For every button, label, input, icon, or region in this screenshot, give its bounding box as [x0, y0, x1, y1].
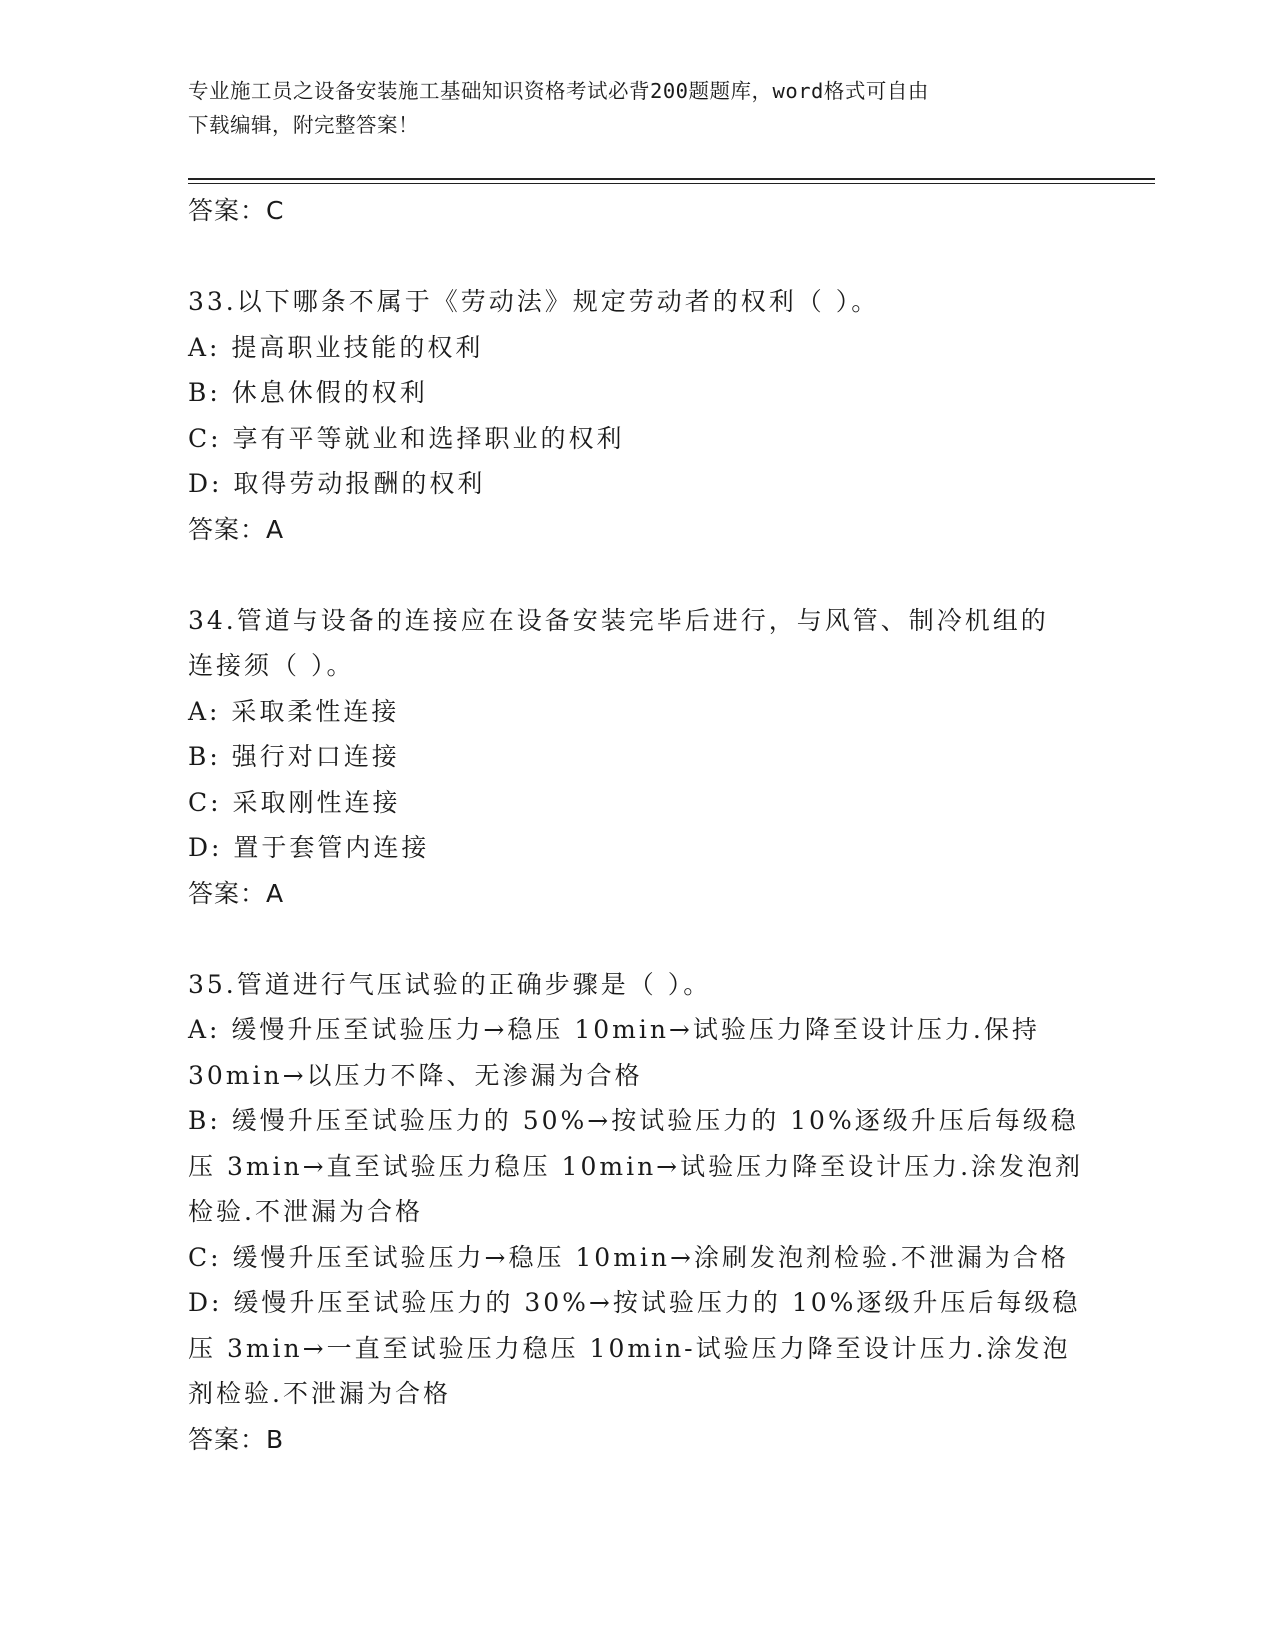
previous-answer: 答案：C	[188, 196, 285, 225]
header-line-2: 下载编辑，附完整答案！	[188, 113, 419, 137]
option-b-line-2: 压 3min→直至试验压力稳压 10min→试验压力降至设计压力.涂发泡剂	[188, 1151, 1084, 1181]
option-a-line-1: A: 缓慢升压至试验压力→稳压 10min→试验压力降至设计压力.保持	[188, 1015, 1040, 1044]
option-c: C: 采取刚性连接	[188, 787, 401, 817]
question-list	[188, 188, 1088, 1462]
spacer	[188, 552, 1088, 598]
option-a: A: 提高职业技能的权利	[188, 332, 484, 362]
question-stem-line-2: 连接须（ ）。	[188, 651, 355, 680]
page-header	[188, 74, 1068, 142]
spacer	[188, 916, 1088, 962]
option-c: C: 享有平等就业和选择职业的权利	[188, 423, 625, 453]
option-a: A: 采取柔性连接	[188, 696, 400, 726]
question-stem: 33.以下哪条不属于《劳动法》规定劳动者的权利（ ）。	[188, 287, 880, 316]
option-b: B: 强行对口连接	[188, 742, 400, 771]
question-stem: 35.管道进行气压试验的正确步骤是（ ）。	[188, 969, 712, 999]
option-b: B: 休息休假的权利	[188, 378, 428, 407]
header-rule-thin	[188, 183, 1155, 184]
header-rule-thick	[188, 178, 1155, 180]
header-line-1: 专业施工员之设备安装施工基础知识资格考试必背200题题库，word格式可自由	[188, 79, 929, 103]
answer: 答案：B	[188, 1424, 285, 1454]
option-a-line-2: 30min→以压力不降、无渗漏为合格	[188, 1060, 643, 1090]
option-d: D: 取得劳动报酬的权利	[188, 469, 486, 498]
option-d-line-3: 剂检验.不泄漏为合格	[188, 1379, 451, 1408]
question-stem-line-1: 34.管道与设备的连接应在设备安装完毕后进行，与风管、制冷机组的	[188, 605, 1049, 635]
option-b-line-1: B: 缓慢升压至试验压力的 50%→按试验压力的 10%逐级升压后每级稳	[188, 1106, 1079, 1135]
question-35	[188, 962, 1088, 1463]
question-33	[188, 279, 1088, 552]
option-d: D: 置于套管内连接	[188, 833, 430, 862]
option-c: C: 缓慢升压至试验压力→稳压 10min→涂刷发泡剂检验.不泄漏为合格	[188, 1242, 1069, 1272]
spacer	[188, 234, 1088, 280]
answer: 答案：A	[188, 514, 285, 544]
question-34	[188, 598, 1088, 917]
option-d-line-1: D: 缓慢升压至试验压力的 30%→按试验压力的 10%逐级升压后每级稳	[188, 1288, 1081, 1317]
option-b-line-3: 检验.不泄漏为合格	[188, 1197, 423, 1226]
answer: 答案：A	[188, 878, 285, 908]
option-d-line-2: 压 3min→一直至试验压力稳压 10min-试验压力降至设计压力.涂发泡	[188, 1333, 1071, 1363]
